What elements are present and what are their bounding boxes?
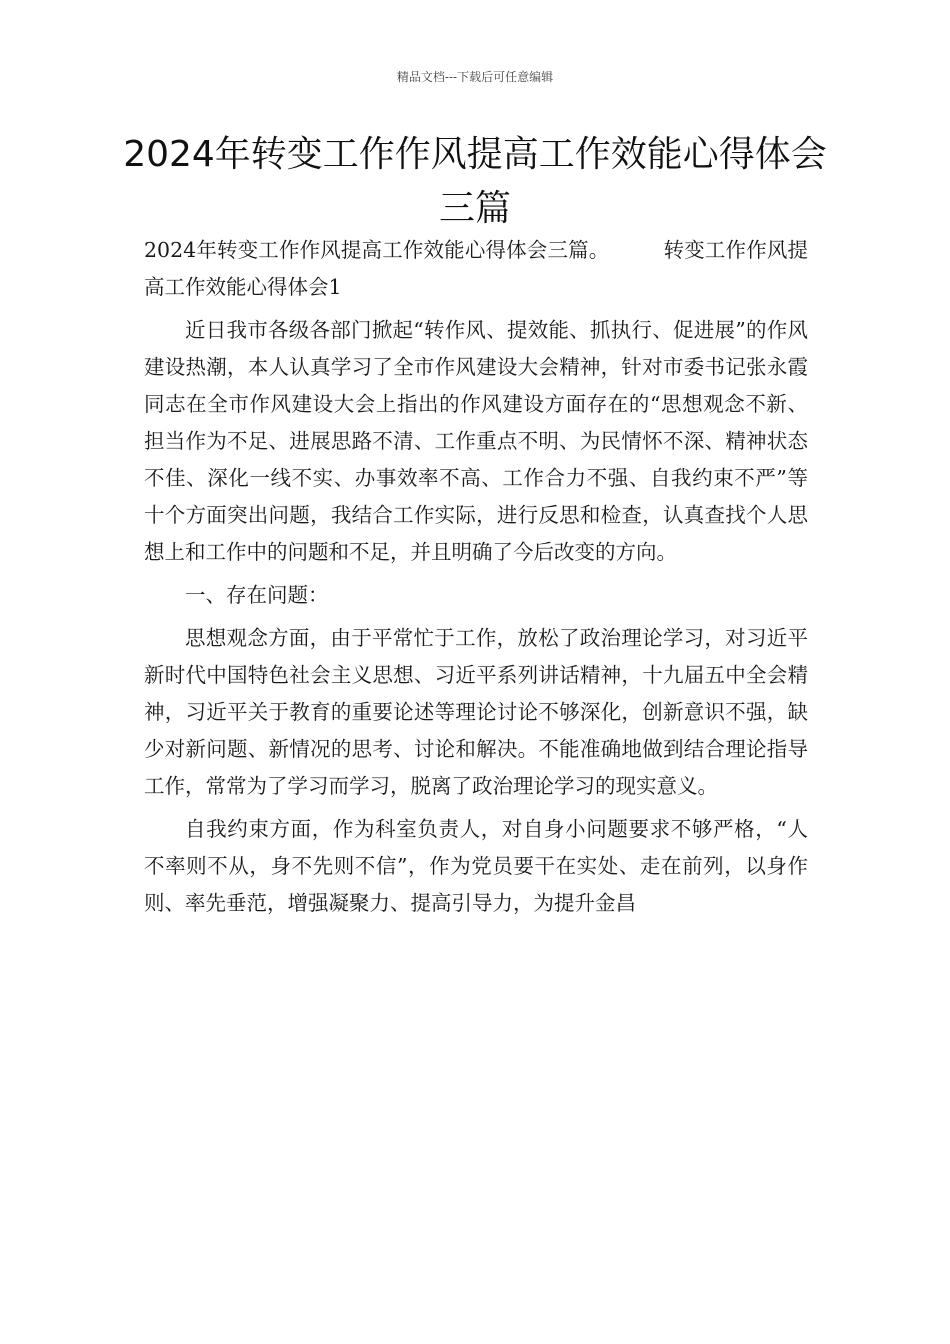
intro-part-2: 转变工作作风提高工作效能心得体会1 (144, 238, 809, 299)
document-body (144, 232, 808, 922)
paragraph-1: 近日我市各级各部门掀起“转作风、提效能、抓执行、促进展”的作风建设热潮，本人认真学习了全市作风建设大会精神，针对市委书记张永霞同志在全市作风建设大会上指出的作风建设方面存在的“思想观念不新、担当作为不足、进展思路不清、工作重点不明、为民情怀不深、精神状态不佳、深化一线不实、办事效率不高、工作合力不强、自我约束不严”等十个方面突出问题，我结合工作实际，进行反思和检查，认真查找个人思想上和工作中的问题和不足，并且明确了今后改变的方向。 (144, 318, 808, 564)
section-heading: 一、存在问题： (185, 583, 329, 607)
intro-line (144, 232, 808, 306)
paragraph-2: 思想观念方面，由于平常忙于工作，放松了政治理论学习，对习近平新时代中国特色社会主义思想、习近平系列讲话精神，十九届五中全会精神，习近平关于教育的重要论述等理论讨论不够深化，创新意识不强，缺少对新问题、新情况的思考、讨论和解决。不能准确地做到结合理论指导工作，常常为了学习而学习，脱离了政治理论学习的现实意义。 (144, 626, 808, 798)
header-note: 精品文档---下载后可任意编辑 (396, 70, 554, 84)
intro-part-1: 2024年转变工作作风提高工作效能心得体会三篇。 (144, 238, 610, 262)
paragraph-3: 自我约束方面，作为科室负责人，对自身小问题要求不够严格，“人不率则不从，身不先则不信”，作为党员要干在实处、走在前列，以身作则、率先垂范，增强凝聚力、提高引导力，为提升金昌 (144, 817, 808, 915)
document-title: 2024年转变工作作风提高工作效能心得体会三篇 (123, 134, 827, 229)
